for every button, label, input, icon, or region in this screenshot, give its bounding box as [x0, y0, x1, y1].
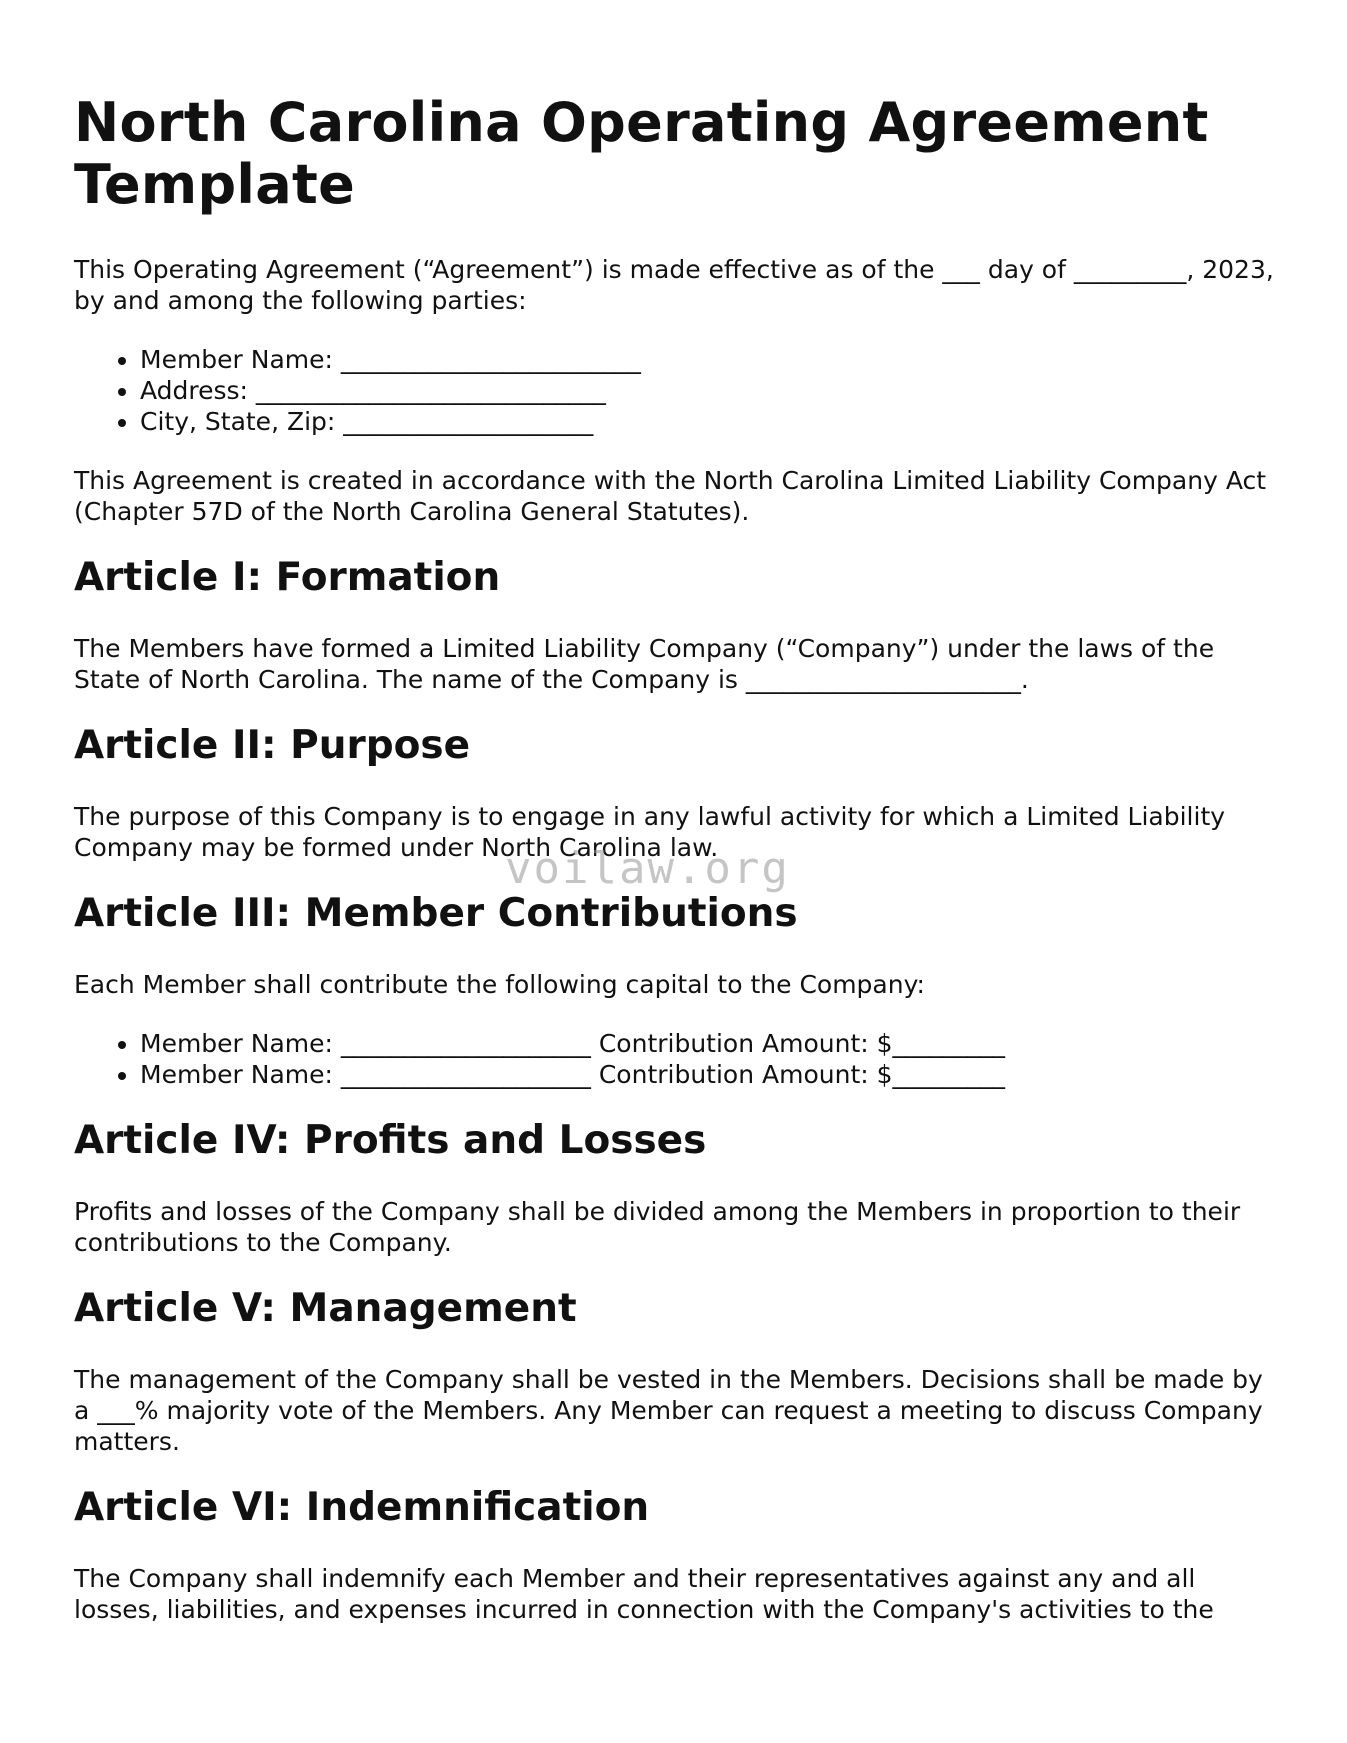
- article-body: The purpose of this Company is to engage in any lawful activity for which a Limited Liability Company may be formed under North Carolina law.: [74, 802, 1226, 862]
- article-heading: Article II: Purpose: [74, 723, 471, 768]
- article-heading: Article VI: Indemnification: [74, 1485, 650, 1530]
- accordance-paragraph: This Agreement is created in accordance with the North Carolina Limited Liability Company Act (Chapter 57D of the North Carolina General Statutes).: [74, 466, 1267, 526]
- article-heading: Article I: Formation: [74, 555, 501, 600]
- parties-list: [74, 344, 1284, 437]
- document-title: North Carolina Operating Agreement Template: [74, 91, 1209, 216]
- list-item: • Member Name: ____________________ Contribution Amount: $_________: [140, 1059, 1284, 1090]
- contributions-list: [74, 1028, 1284, 1090]
- list-item: • Member Name: ________________________: [140, 344, 1284, 375]
- article-heading: Article IV: Profits and Losses: [74, 1118, 707, 1163]
- watermark: voilaw.org: [505, 843, 790, 894]
- article-body: Profits and losses of the Company shall be divided among the Members in proportion to their contributions to the Company.: [74, 1197, 1241, 1257]
- list-item: • Member Name: ____________________ Contribution Amount: $_________: [140, 1028, 1284, 1059]
- article-heading: Article V: Management: [74, 1286, 577, 1331]
- list-item: • Address: ____________________________: [140, 375, 1284, 406]
- article-body: The management of the Company shall be vested in the Members. Decisions shall be made by a ___% majority vote of the Members. Any Member can request a meeting to discuss Company matters.: [74, 1365, 1263, 1456]
- article-body: Each Member shall contribute the following capital to the Company:: [74, 970, 925, 999]
- list-item: • City, State, Zip: ____________________: [140, 406, 1284, 437]
- article-heading: Article III: Member Contributions: [74, 891, 798, 936]
- document-page: [74, 92, 1284, 1653]
- intro-paragraph: This Operating Agreement (“Agreement”) is made effective as of the ___ day of _________, 2023, by and among the following parties:: [74, 255, 1274, 315]
- article-body: The Company shall indemnify each Member and their representatives against any and all losses, liabilities, and expenses incurred in connection with the Company's activities to the: [74, 1564, 1214, 1624]
- article-body: The Members have formed a Limited Liability Company (“Company”) under the laws of the State of North Carolina. The name of the Company is ______________________.: [74, 634, 1215, 694]
